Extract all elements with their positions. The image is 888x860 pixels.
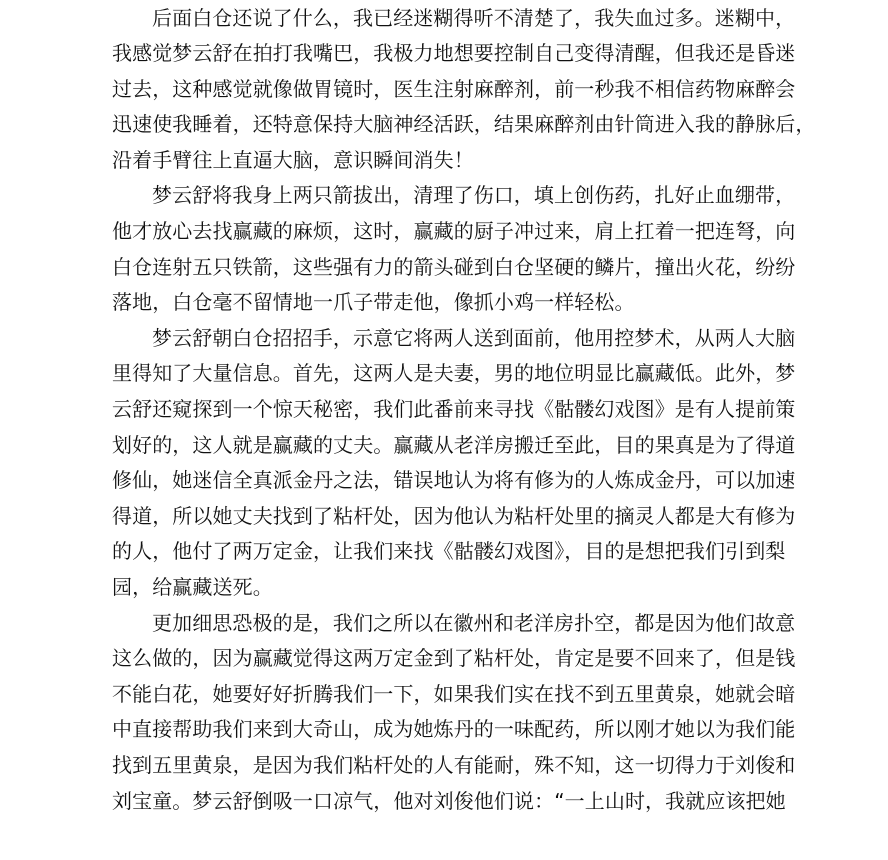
text-line: 云舒还窥探到一个惊天秘密，我们此番前来寻找《骷髅幻戏图》是有人提前策 xyxy=(112,397,796,422)
text-line: 他才放心去找赢藏的麻烦，这时，赢藏的厨子冲过来，肩上扛着一把连弩，向 xyxy=(112,219,796,244)
text-line: 刘宝童。梦云舒倒吸一口凉气，他对刘俊他们说：“一上山时，我就应该把她 xyxy=(112,788,786,813)
text-line: 里得知了大量信息。首先，这两人是夫妻，男的地位明显比赢藏低。此外，梦 xyxy=(112,361,796,386)
text-line: 找到五里黄泉，是因为我们粘杆处的人有能耐，殊不知，这一切得力于刘俊和 xyxy=(112,752,796,777)
text-line: 迅速使我睡着，还特意保持大脑神经活跃，结果麻醉剂由针筒进入我的静脉后， xyxy=(112,112,816,137)
text-line: 不能白花，她要好好折腾我们一下，如果我们实在找不到五里黄泉，她就会暗 xyxy=(112,681,796,706)
text-line: 划好的，这人就是赢藏的丈夫。赢藏从老洋房搬迁至此，目的果真是为了得道 xyxy=(112,432,796,457)
text-line: 中直接帮助我们来到大奇山，成为她炼丹的一味配药，所以刚才她以为我们能 xyxy=(112,717,796,742)
text-line: 我感觉梦云舒在拍打我嘴巴，我极力地想要控制自己变得清醒，但我还是昏迷 xyxy=(112,41,796,66)
text-line: 的人，他付了两万定金，让我们来找《骷髅幻戏图》，目的是想把我们引到梨 xyxy=(112,539,786,564)
paragraph-3 xyxy=(112,321,796,606)
text-line: 后面白仓还说了什么，我已经迷糊得听不清楚了，我失血过多。迷糊中， xyxy=(152,5,796,30)
text-line: 白仓连射五只铁箭，这些强有力的箭头碰到白仓坚硬的鳞片，撞出火花，纷纷 xyxy=(112,254,796,279)
document-page xyxy=(112,1,816,820)
text-line: 得道，所以她丈夫找到了粘杆处，因为他认为粘杆处里的摘灵人都是大有修为 xyxy=(112,503,796,528)
text-line: 梦云舒朝白仓招招手，示意它将两人送到面前，他用控梦术，从两人大脑 xyxy=(152,325,796,350)
text-line: 梦云舒将我身上两只箭拔出，清理了伤口，填上创伤药，扎好止血绷带， xyxy=(152,183,796,208)
paragraph-2 xyxy=(112,178,796,320)
paragraph-1 xyxy=(112,1,816,179)
text-line: 修仙，她迷信全真派金丹之法，错误地认为将有修为的人炼成金丹，可以加速 xyxy=(112,468,796,493)
paragraph-4 xyxy=(112,606,796,820)
text-line: 沿着手臂往上直逼大脑，意识瞬间消失！ xyxy=(112,147,474,172)
text-line: 更加细思恐极的是，我们之所以在徽州和老洋房扑空，都是因为他们故意 xyxy=(152,610,796,635)
text-line: 这么做的，因为赢藏觉得这两万定金到了粘杆处，肯定是要不回来了，但是钱 xyxy=(112,646,796,671)
text-line: 园，给赢藏送死。 xyxy=(112,575,273,599)
text-line: 过去，这种感觉就像做胃镜时，医生注射麻醉剂，前一秒我不相信药物麻醉会 xyxy=(112,76,796,101)
text-line: 落地，白仓毫不留情地一爪子带走他，像抓小鸡一样轻松。 xyxy=(112,290,635,315)
